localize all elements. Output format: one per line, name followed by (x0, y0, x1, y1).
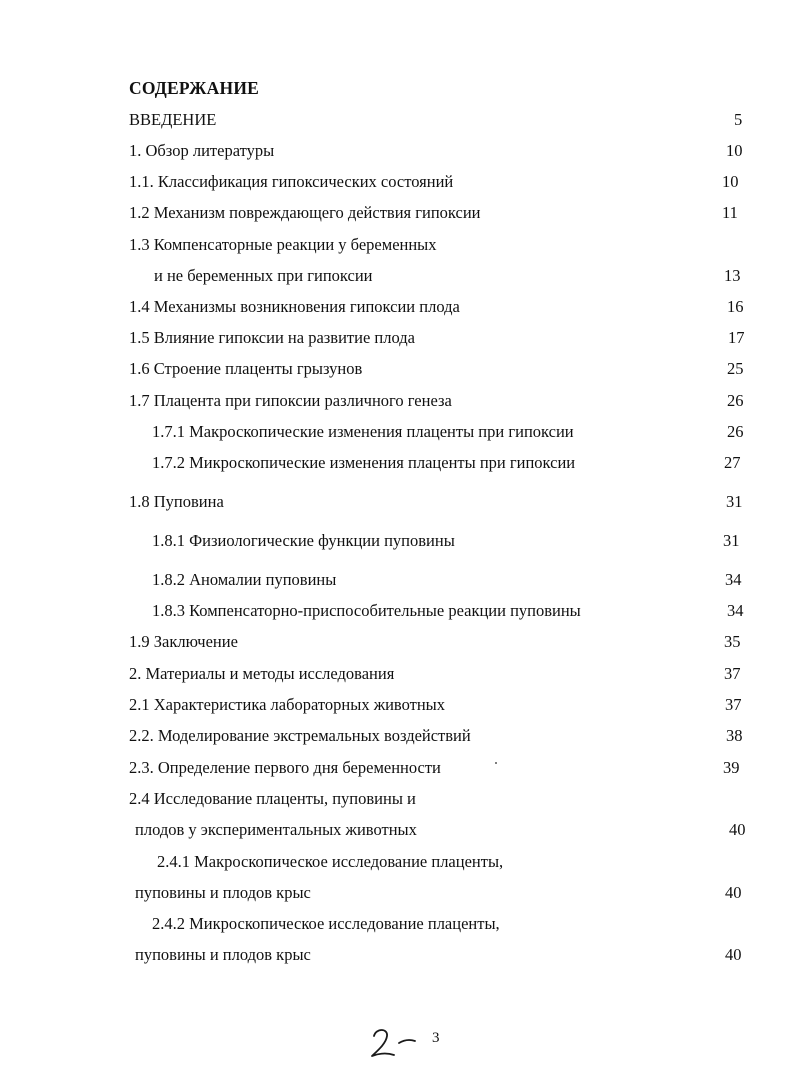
toc-entry-page: 26 (727, 391, 744, 410)
toc-entry-page: 40 (725, 945, 742, 964)
toc-entry-title: 1.8 Пуповина (129, 492, 224, 511)
toc-entry-page: 31 (726, 492, 743, 511)
toc-entry (0, 693, 793, 717)
toc-entry (0, 724, 793, 748)
toc-entry-page: 26 (727, 422, 744, 441)
toc-entry (0, 756, 793, 780)
toc-entry (0, 233, 793, 257)
toc-entry (0, 630, 793, 654)
toc-entry-page: 10 (722, 172, 739, 191)
toc-entry (0, 818, 793, 842)
toc-entry-title: 2.4 Исследование плаценты, пуповины и (129, 789, 416, 808)
contents-heading: СОДЕРЖАНИЕ (129, 78, 260, 98)
toc-entry-title: 1. Обзор литературы (129, 141, 275, 160)
toc-entry-page: 34 (725, 570, 742, 589)
toc-entry-title: 1.7.2 Микроскопические изменения плаценты при гипоксии (152, 453, 576, 472)
toc-entry (0, 170, 793, 194)
toc-entry-title: и не беременных при гипоксии (154, 266, 373, 285)
toc-entry-page: 39 (723, 758, 740, 777)
toc-entry (0, 529, 793, 553)
toc-entry (0, 568, 793, 592)
toc-entry-page: 16 (727, 297, 744, 316)
toc-entry-title: 1.9 Заключение (129, 632, 238, 651)
toc-entry-page: 40 (725, 883, 742, 902)
toc-entry-title: 1.4 Механизмы возникновения гипоксии плода (129, 297, 460, 316)
toc-entry-title: 1.7 Плацента при гипоксии различного генеза (129, 391, 452, 410)
toc-entry (0, 850, 793, 874)
toc-entry-title: 1.8.2 Аномалии пуповины (152, 570, 337, 589)
toc-entry (0, 201, 793, 225)
toc-entry (0, 787, 793, 811)
toc-entry (0, 357, 793, 381)
handwritten-mark-icon (366, 1022, 426, 1062)
toc-entry (0, 139, 793, 163)
scan-speck (495, 762, 497, 764)
toc-entry-page: 31 (723, 531, 740, 550)
toc-entry-title: 2.3. Определение первого дня беременности (129, 758, 441, 777)
toc-entry-title: ВВЕДЕНИЕ (129, 110, 217, 129)
toc-entry-page: 13 (724, 266, 741, 285)
toc-entry (0, 326, 793, 350)
page-number: 3 (432, 1030, 440, 1046)
toc-entry-page: 11 (722, 203, 738, 222)
toc-entry (0, 264, 793, 288)
toc-entry-title: 1.1. Классификация гипоксических состояний (129, 172, 454, 191)
toc-entry-page: 34 (727, 601, 744, 620)
toc-entry-title: 2. Материалы и методы исследования (129, 664, 395, 683)
toc-entry (0, 943, 793, 967)
toc-entry (0, 490, 793, 514)
toc-entry (0, 599, 793, 623)
toc-entry-page: 27 (724, 453, 741, 472)
toc-entry-title: 1.3 Компенсаторные реакции у беременных (129, 235, 437, 254)
toc-entry (0, 662, 793, 686)
toc-entry-title: 2.4.1 Макроскопическое исследование плаценты, (157, 852, 504, 871)
toc-entry-title: плодов у экспериментальных животных (135, 820, 417, 839)
toc-entry-page: 10 (726, 141, 743, 160)
toc-entry (0, 881, 793, 905)
toc-entry-page: 38 (726, 726, 743, 745)
toc-entry-title: 1.8.1 Физиологические функции пуповины (152, 531, 455, 550)
toc-entry-title: 1.5 Влияние гипоксии на развитие плода (129, 328, 415, 347)
toc-entry-title: 2.1 Характеристика лабораторных животных (129, 695, 446, 714)
toc-entry-page: 40 (729, 820, 746, 839)
toc-entry-title: 1.6 Строение плаценты грызунов (129, 359, 363, 378)
toc-entry-page: 35 (724, 632, 741, 651)
toc-entry (0, 295, 793, 319)
toc-entry-title: 1.7.1 Макроскопические изменения плаценты при гипоксии (152, 422, 574, 441)
toc-entry-title: пуповины и плодов крыс (135, 883, 311, 902)
toc-entry-page: 37 (724, 664, 741, 683)
toc-entry (0, 912, 793, 936)
toc-entry-title: пуповины и плодов крыс (135, 945, 311, 964)
toc-entry-title: 1.8.3 Компенсаторно-приспособительные реакции пуповины (152, 601, 581, 620)
toc-entry (0, 451, 793, 475)
toc-entry-title: 2.4.2 Микроскопическое исследование плаценты, (152, 914, 500, 933)
toc-entry-page: 37 (725, 695, 742, 714)
toc-entry (0, 108, 793, 132)
toc-entry (0, 420, 793, 444)
toc-entry (0, 389, 793, 413)
toc-entry-page: 5 (734, 110, 743, 129)
toc-entry-title: 1.2 Механизм повреждающего действия гипоксии (129, 203, 481, 222)
toc-entry-title: 2.2. Моделирование экстремальных воздействий (129, 726, 471, 745)
toc-entry-page: 25 (727, 359, 744, 378)
toc-entry-page: 17 (728, 328, 745, 347)
